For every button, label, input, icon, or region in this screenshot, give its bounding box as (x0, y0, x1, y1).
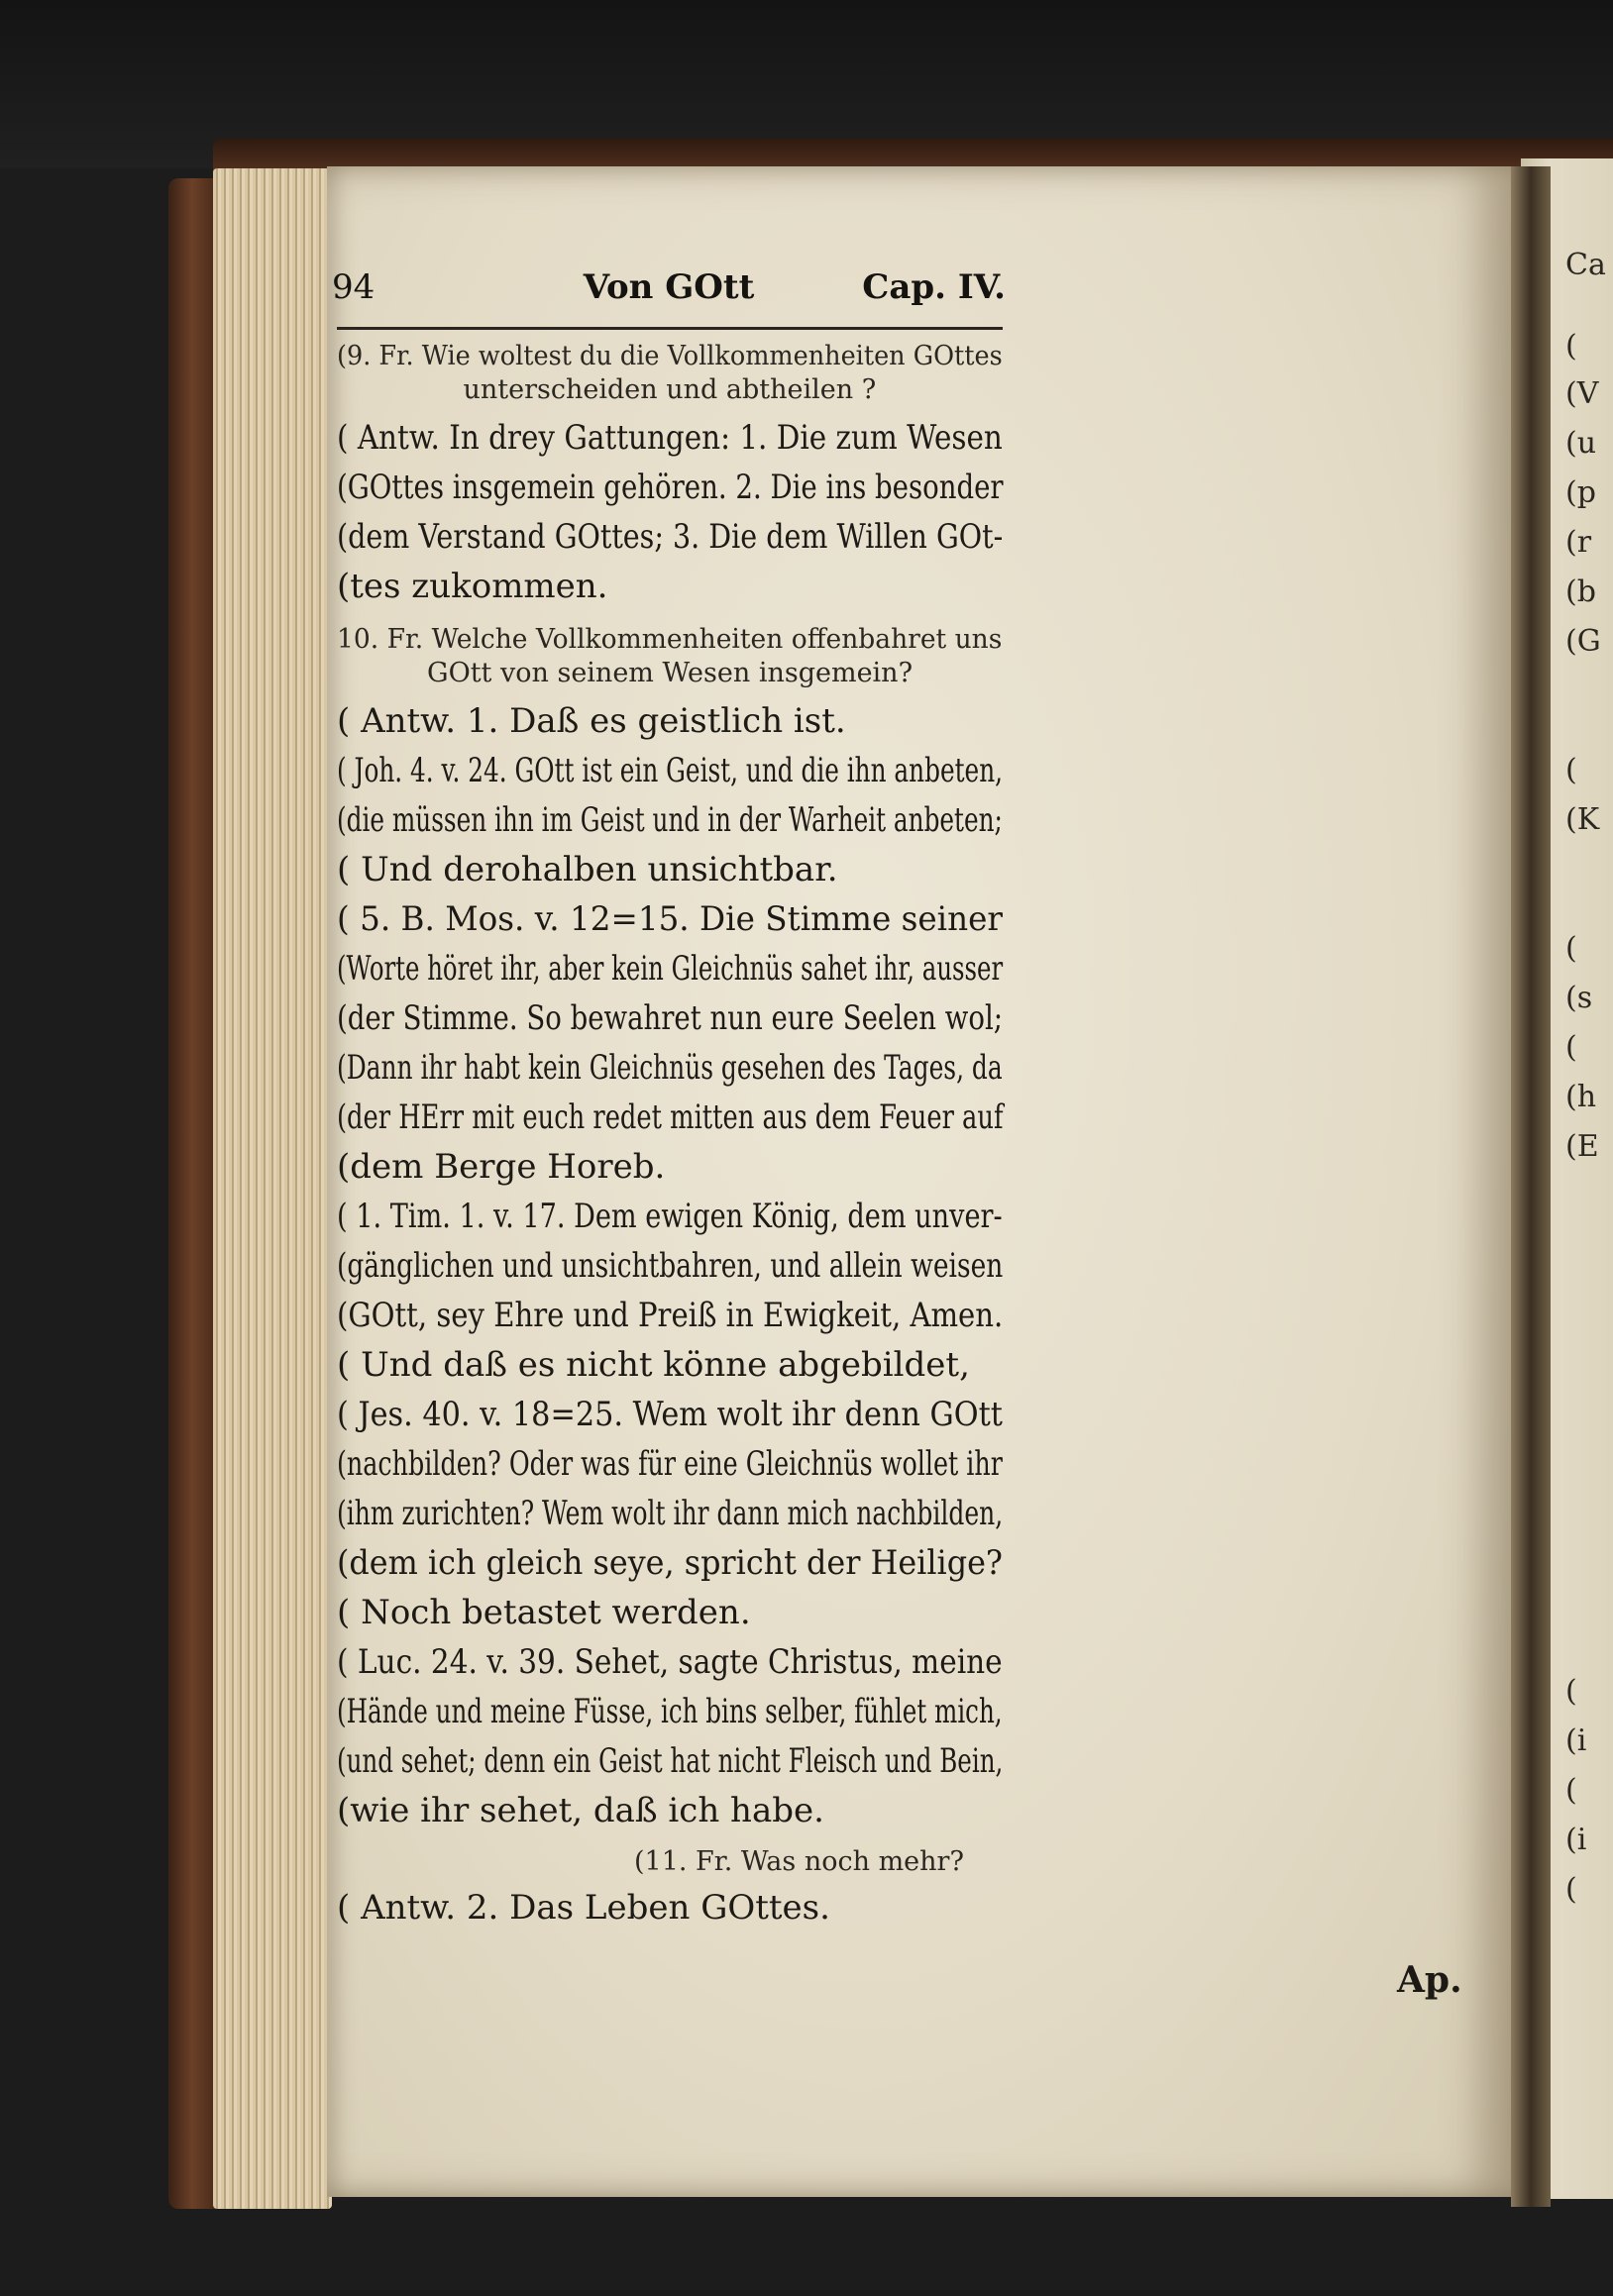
right-fragment: ( (1565, 329, 1577, 364)
text-line: ( Antw. 2. Das Leben GOttes. (337, 1888, 830, 1928)
right-fragment: ( (1565, 753, 1577, 787)
right-fragment: ( (1565, 931, 1577, 966)
text-line: (wie ihr sehet, daß ich habe. (337, 1791, 824, 1830)
text-line: ( Luc. 24. v. 39. Sehet, sagte Christus, meine (337, 1642, 1003, 1682)
text-line: ( 1. Tim. 1. v. 17. Dem ewigen König, dem unver- (337, 1197, 1003, 1236)
right-fragment: (E (1565, 1129, 1599, 1164)
text-line: (dem Berge Horeb. (337, 1147, 666, 1187)
right-fragment: (s (1565, 981, 1593, 1015)
right-fragment: (i (1565, 1723, 1587, 1758)
text-line: (und sehet; denn ein Geist hat nicht Fleisch und Bein, (337, 1741, 1004, 1781)
page-edges (213, 168, 332, 2209)
text-line: ( 5. B. Mos. v. 12=15. Die Stimme seiner (337, 899, 1003, 939)
right-fragment: (b (1565, 574, 1596, 609)
text-line: (dem Verstand GOttes; 3. Die dem Willen GOt- (337, 517, 1004, 557)
text-line: ( Noch betastet werden. (337, 1593, 751, 1632)
text-line: (nachbilden? Oder was für eine Gleichnüs wollet ihr (337, 1444, 1003, 1484)
page-number: 94 (332, 267, 376, 307)
text-line: (GOtt, sey Ehre und Preiß in Ewigkeit, Amen. (337, 1296, 1004, 1335)
book-gutter (1511, 166, 1551, 2207)
right-fragment: (p (1565, 475, 1596, 510)
text-line: (tes zukommen. (337, 567, 608, 606)
text-line: ( Joh. 4. v. 24. GOtt ist ein Geist, und die ihn anbeten, (337, 751, 1004, 790)
right-fragment: (G (1565, 624, 1601, 659)
catchword: Ap. (1397, 1959, 1462, 2001)
question-line: GOtt von seinem Wesen insgemein? (427, 658, 914, 688)
right-fragment: ( (1565, 1030, 1577, 1065)
text-line: ( Antw. 1. Daß es geistlich ist. (337, 701, 846, 741)
text-line: (GOttes insgemein gehören. 2. Die ins besonder (337, 468, 1004, 507)
text-line: (gänglichen und unsichtbahren, und allein weisen (337, 1246, 1004, 1286)
text-line: ( Antw. In drey Gattungen: 1. Die zum Wesen (337, 418, 1003, 458)
right-fragment: ( (1565, 1674, 1577, 1709)
text-line: (dem ich gleich seye, spricht der Heilige? (337, 1543, 1003, 1583)
right-fragment: ( (1565, 1872, 1577, 1907)
question-line: 10. Fr. Welche Vollkommenheiten offenbahret uns (337, 624, 1003, 655)
right-fragment: (i (1565, 1823, 1587, 1857)
text-line: ( Und daß es nicht könne abgebildet, (337, 1345, 970, 1385)
right-fragment: (r (1565, 525, 1592, 560)
chapter-label: Cap. IV. (862, 267, 1006, 307)
text-line: (Worte höret ihr, aber kein Gleichnüs sahet ihr, ausser (337, 949, 1004, 989)
right-fragment: (u (1565, 426, 1597, 461)
text-line: (der HErr mit euch redet mitten aus dem Feuer auf (337, 1097, 1004, 1137)
text-line: ( Jes. 40. v. 18=25. Wem wolt ihr denn GOtt (337, 1395, 1003, 1434)
question-line: unterscheiden und abtheilen ? (463, 374, 877, 405)
right-fragment: Ca (1565, 248, 1606, 282)
question-line: (9. Fr. Wie woltest du die Vollkommenheiten GOttes (337, 341, 1003, 371)
right-fragment: (h (1565, 1080, 1597, 1114)
right-fragment: ( (1565, 1773, 1577, 1808)
running-title: Von GOtt (583, 267, 755, 307)
text-line: (der Stimme. So bewahret nun eure Seelen wol; (337, 998, 1004, 1038)
header-rule (337, 327, 1003, 330)
text-line: ( Und derohalben unsichtbar. (337, 850, 838, 889)
text-line: (die müssen ihn im Geist und in der Warheit anbeten; (337, 800, 1003, 840)
question-line: (11. Fr. Was noch mehr? (634, 1846, 964, 1877)
right-fragment: (K (1565, 802, 1600, 837)
page-header (332, 267, 1006, 317)
text-line: (Dann ihr habt kein Gleichnüs gesehen des Tages, da (337, 1048, 1003, 1088)
text-line: (Hände und meine Füsse, ich bins selber, fühlet mich, (337, 1692, 1003, 1731)
text-line: (ihm zurichten? Wem wolt ihr dann mich nachbilden, (337, 1494, 1004, 1533)
right-fragment: (V (1565, 376, 1599, 411)
